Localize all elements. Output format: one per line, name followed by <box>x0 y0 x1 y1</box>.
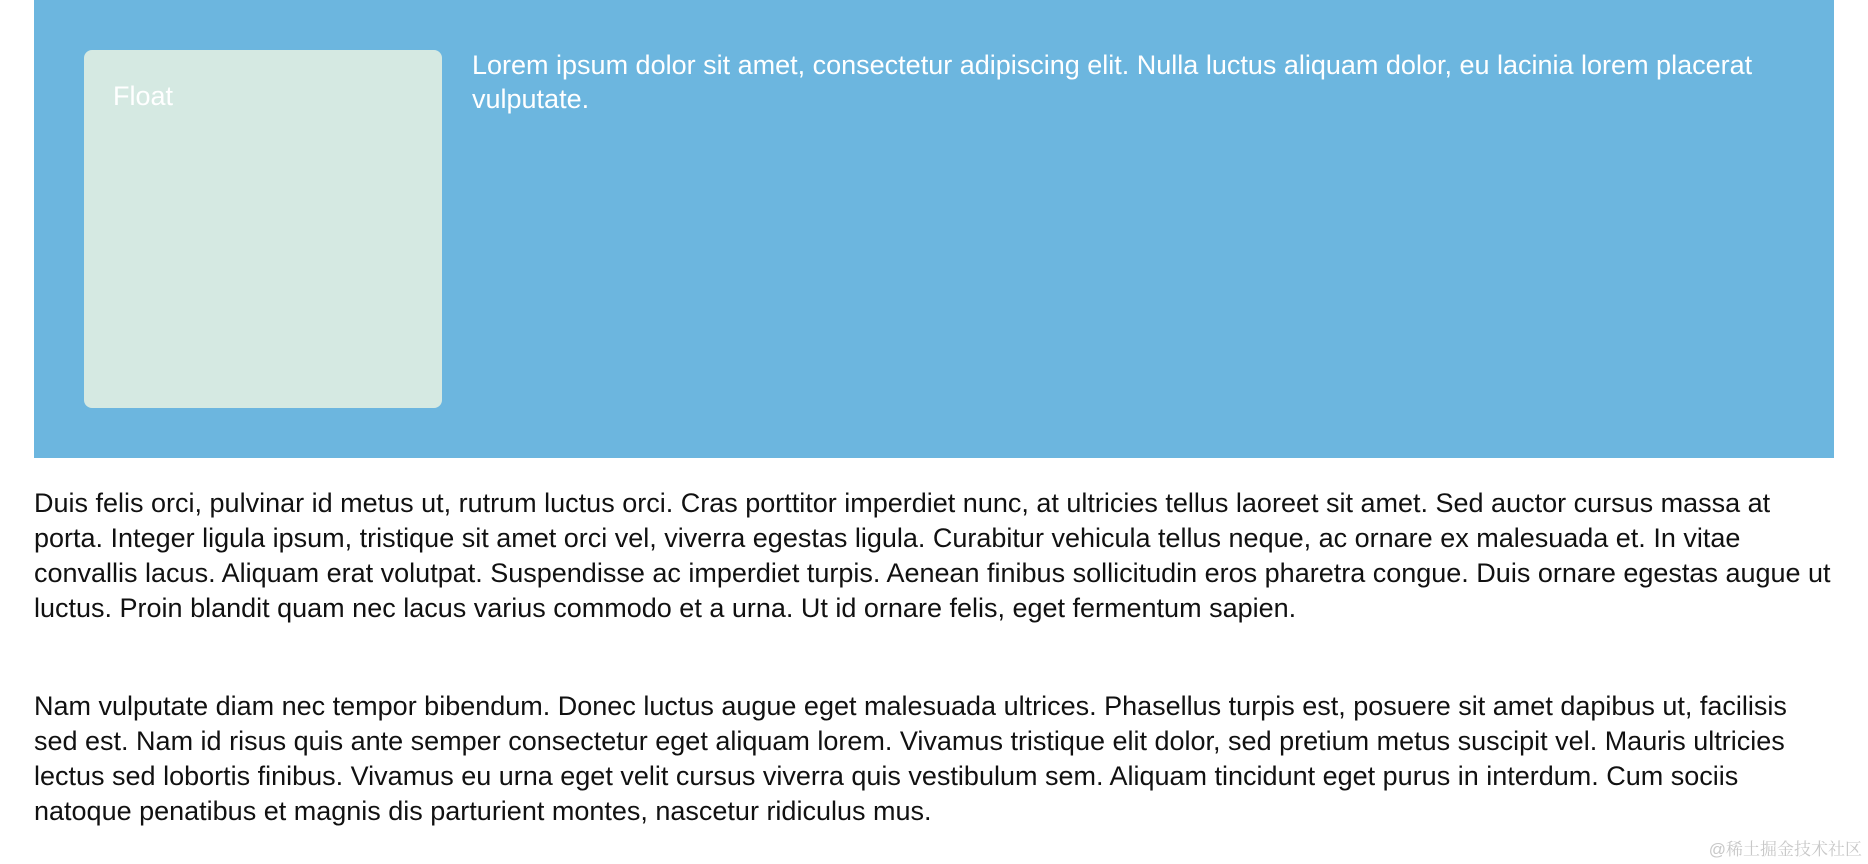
body-paragraph-2: Nam vulputate diam nec tempor bibendum. Donec luctus augue eget malesuada ultrices. Phasellus turpis est, posuere sit amet dapibus ut, facilisis sed est. Nam id risus quis ante semper consectetur eget aliquam lorem. Vivamus tristique elit dolor, sed pretium metus suscipit vel. Mauris ultricies lectus sed lobortis finibus. Vivamus eu urna eget velit cursus viverra quis vestibulum sem. Aliquam tincidunt eget purus in interdum. Cum sociis natoque penatibus et magnis dis parturient montes, nascetur ridiculus mus. <box>34 691 1787 826</box>
float-box <box>84 50 442 408</box>
hero-paragraph: Lorem ipsum dolor sit amet, consectetur adipiscing elit. Nulla luctus aliquam dolor, eu lacinia lorem placerat vulputate. <box>472 50 1753 114</box>
float-label: Float <box>113 81 174 111</box>
watermark: @稀土掘金技术社区 <box>1708 840 1862 859</box>
hero-container <box>34 0 1834 458</box>
body-paragraph-1: Duis felis orci, pulvinar id metus ut, rutrum luctus orci. Cras porttitor imperdiet nunc, at ultricies tellus laoreet sit amet. Sed auctor cursus massa at porta. Integer ligula ipsum, tristique sit amet orci vel, viverra egestas ligula. Curabitur vehicula tellus neque, ac ornare ex malesuada et. In vitae convallis lacus. Aliquam erat volutpat. Suspendisse ac imperdiet turpis. Aenean finibus sollicitudin eros pharetra congue. Duis ornare egestas augue ut luctus. Proin blandit quam nec lacus varius commodo et a urna. Ut id ornare felis, eget fermentum sapien. <box>34 488 1831 623</box>
